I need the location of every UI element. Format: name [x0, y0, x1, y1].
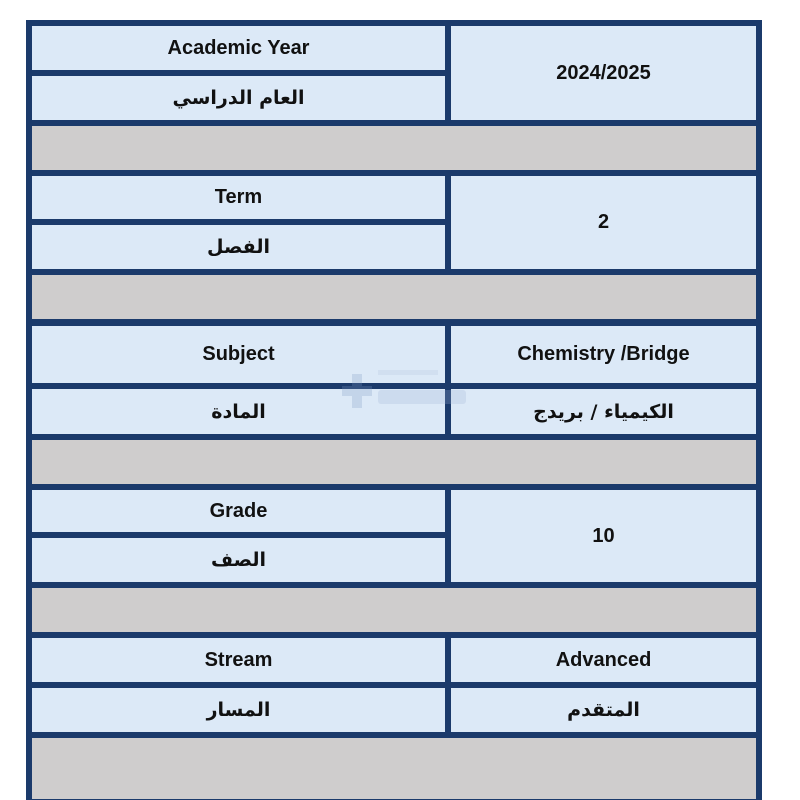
separator-row — [31, 274, 757, 320]
subject-value-ar: الكيمياء / بريدج — [450, 388, 757, 435]
separator-row — [31, 439, 757, 485]
subject-value-en: Chemistry /Bridge — [450, 325, 757, 384]
grade-label-ar: الصف — [31, 537, 446, 583]
academic-year-value: 2024/2025 — [450, 25, 757, 121]
separator-row — [31, 737, 757, 800]
stream-label-ar: المسار — [31, 687, 446, 733]
term-label-ar: الفصل — [31, 224, 446, 270]
academic-year-label-ar: العام الدراسي — [31, 75, 446, 121]
stream-label-en: Stream — [31, 637, 446, 683]
separator-row — [31, 587, 757, 633]
grade-label-en: Grade — [31, 489, 446, 533]
stream-value-en: Advanced — [450, 637, 757, 683]
separator-row — [31, 125, 757, 171]
term-label-en: Term — [31, 175, 446, 220]
subject-label-ar: المادة — [31, 388, 446, 435]
term-value: 2 — [450, 175, 757, 270]
stream-value-ar: المتقدم — [450, 687, 757, 733]
grade-value: 10 — [450, 489, 757, 583]
subject-label-en: Subject — [31, 325, 446, 384]
info-table — [26, 20, 762, 800]
academic-year-label-en: Academic Year — [31, 25, 446, 71]
